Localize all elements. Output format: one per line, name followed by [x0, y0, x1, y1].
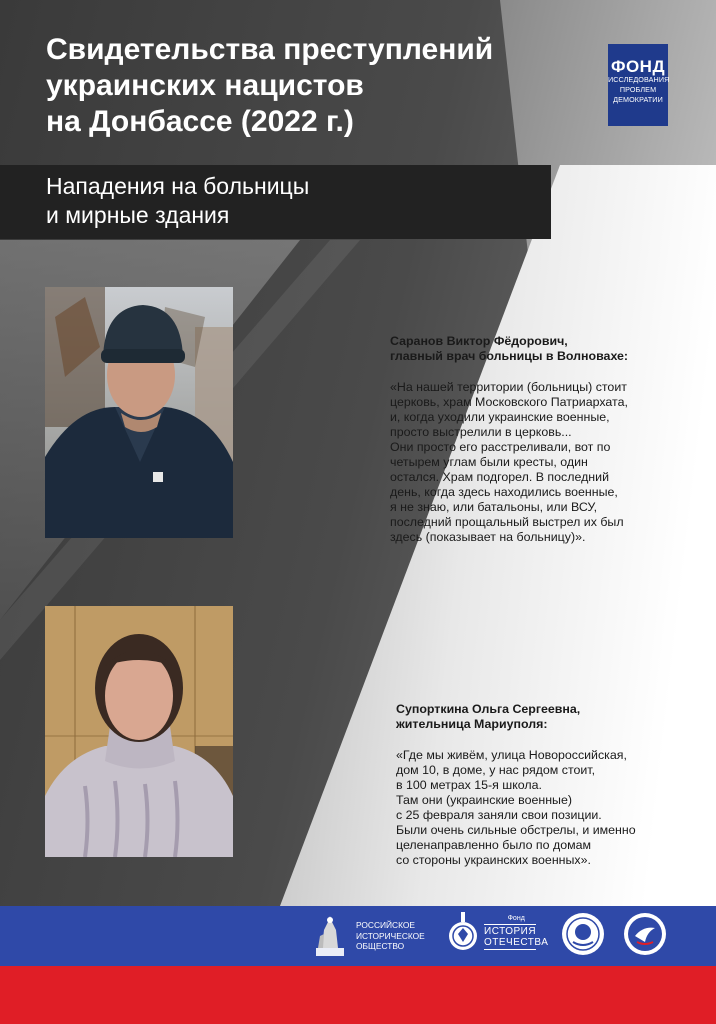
logo-line-1: ИССЛЕДОВАНИЯ [608, 75, 670, 84]
testimony-1-quote-line-8: день, когда здесь находились военные, [390, 485, 618, 499]
fund-istoriya-line-1: ИСТОРИЯ [484, 926, 537, 937]
fund-istoriya-line-2: ОТЕЧЕСТВА [484, 937, 549, 948]
fund-istoriya [484, 915, 548, 951]
testimony-1-quote-line-3: и, когда уходили украинские военные, [390, 410, 610, 424]
subtitle [46, 172, 309, 230]
logo-line-2: ПРОБЛЕМ [619, 85, 657, 94]
testimony-2-name-line-1: Супорткина Ольга Сергеевна, [396, 702, 581, 716]
rio-line-1: РОССИЙСКОЕ [356, 920, 415, 930]
testimony-1-quote-line-6: четырем углам были кресты, один [390, 455, 588, 469]
rio-line-2: ИСТОРИЧЕСКОЕ [356, 930, 425, 941]
testimony-saranov [390, 334, 690, 545]
monument-emblem-icon [312, 912, 348, 958]
photo-suportkina [45, 606, 233, 857]
testimony-1-quote-line-4: просто выстрелили в церковь... [390, 425, 572, 439]
page-title [46, 32, 566, 140]
testimony-2-quote-line-8: со стороны украинских военных». [396, 853, 591, 867]
testimony-1-quote-line-1: «На нашей территории (больницы) стоит [390, 380, 627, 394]
title-line-2: украинских нацистов [46, 69, 364, 102]
testimony-2-quote-line-6: Были очень сильные обстрелы, и именно [396, 823, 636, 837]
subtitle-line-1: Нападения на больницы [46, 173, 310, 199]
footer-red-stripe [0, 966, 716, 1024]
globe-emblem-icon [561, 912, 605, 956]
testimony-2-quote-line-7: целенаправленно было по домам [396, 838, 592, 852]
rio-line-3: ОБЩЕСТВО [356, 941, 405, 951]
testimony-2-quote-line-3: в 100 метрах 15-я школа. [396, 778, 542, 792]
testimony-2-quote-line-5: с 25 февраля заняли свои позиции. [396, 808, 602, 822]
rio-name [356, 920, 425, 952]
testimony-1-quote-line-2: церковь, храм Московского Патриархата, [390, 395, 628, 409]
logo-line-3: ДЕМОКРАТИИ [613, 95, 663, 104]
testimony-2-quote-line-2: дом 10, в доме, у нас рядом стоит, [396, 763, 596, 777]
testimony-1-name-line-2: главный врач больницы в Волновахе: [390, 349, 629, 363]
fund-emblem-icon [446, 910, 480, 958]
testimony-1-quote-line-5: Они просто его расстреливали, вот по [390, 440, 611, 454]
testimony-2-quote-line-4: Там они (украинские военные) [396, 793, 572, 807]
title-line-3: на Донбассе (2022 г.) [46, 105, 354, 138]
testimony-2-quote-line-1: «Где мы живём, улица Новороссийская, [396, 748, 627, 762]
testimony-1-quote-line-11: здесь (показывает на больницу)». [390, 530, 586, 544]
subtitle-line-2: и мирные здания [46, 202, 230, 228]
photo-saranov [45, 287, 233, 538]
fund-logo [608, 44, 668, 126]
title-line-1: Свидетельства преступлений [46, 33, 494, 66]
logo-title: ФОНД [610, 57, 666, 76]
testimony-1-name-line-1: Саранов Виктор Фёдорович, [390, 334, 568, 348]
testimony-suportkina [396, 702, 696, 868]
testimony-1-quote-line-7: остался. Храм подгорел. В последний [390, 470, 609, 484]
fund-istoriya-small: Фонд [507, 915, 525, 922]
testimony-1-quote-line-10: последний прощальный выстрел их был [390, 515, 624, 529]
testimony-1-quote-line-9: я не знаю, или батальоны, или ВСУ, [390, 500, 598, 514]
dove-emblem-icon [623, 912, 667, 956]
testimony-2-name-line-2: жительница Мариуполя: [396, 717, 548, 731]
